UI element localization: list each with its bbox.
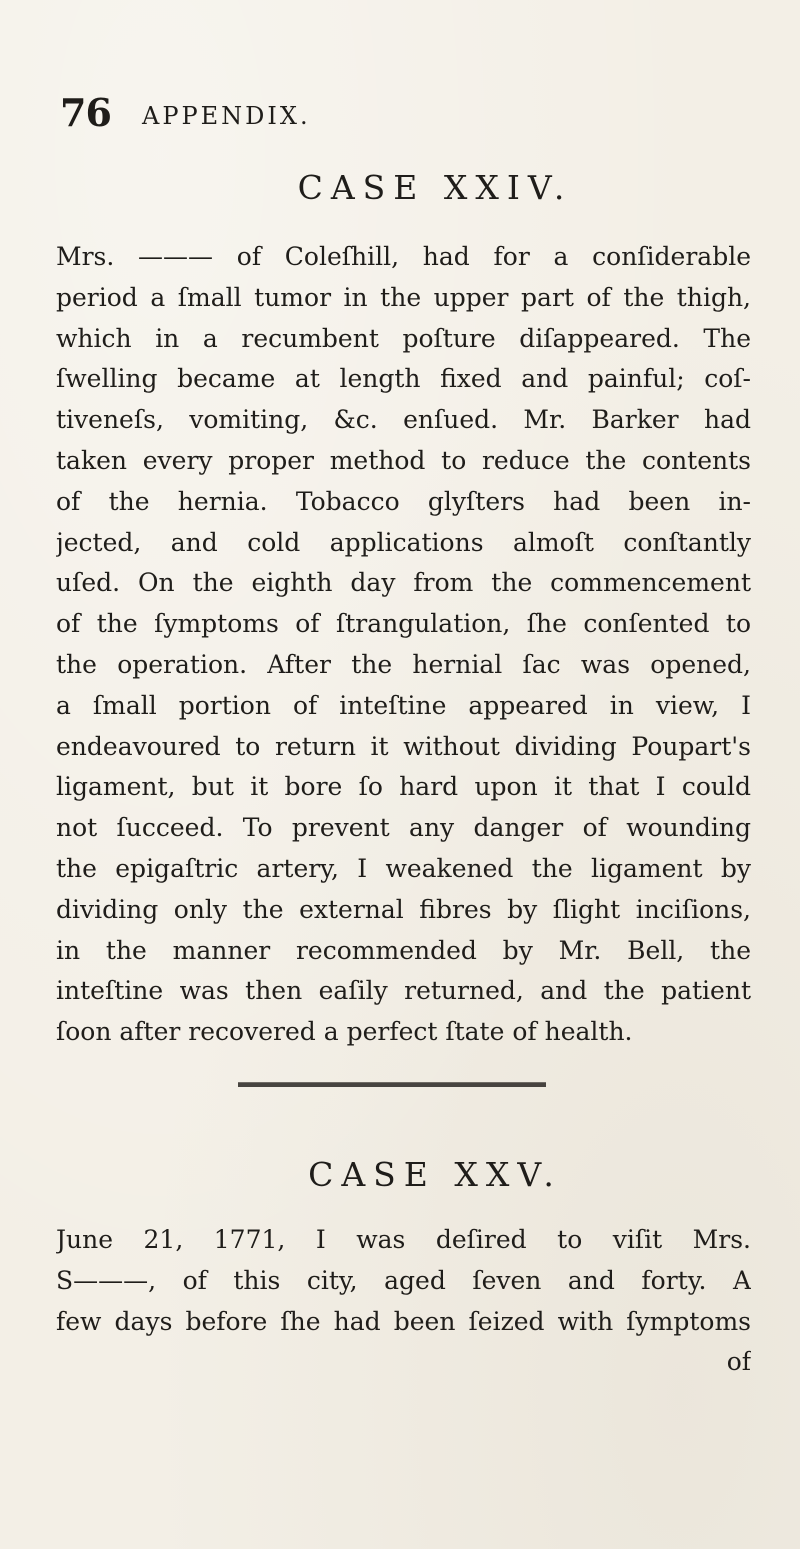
case-24-line: not ſucceed. To prevent any danger of wounding: [56, 813, 751, 843]
case-24-line: jected, and cold applications almoſt conſtantly: [56, 527, 751, 557]
case-24-line: ſoon after recovered a perfect ſtate of health.: [56, 1017, 633, 1047]
section-divider: [238, 1082, 546, 1087]
case-24-line: taken every proper method to reduce the contents: [56, 445, 751, 475]
case-24-line: ſwelling became at length fixed and painful; coſ-: [56, 364, 751, 394]
case-24-line: ligament, but it bore ſo hard upon it that I could: [56, 772, 751, 802]
case-24-line: inteſtine was then eaſily returned, and the patient: [56, 976, 751, 1006]
page-number: 76: [60, 90, 111, 135]
case-25-heading: CASE XXV.: [308, 1155, 562, 1194]
case-24-line: in the manner recommended by Mr. Bell, the: [56, 935, 751, 965]
case-24-line: a ſmall portion of inteſtine appeared in view, I: [56, 690, 751, 720]
case-24-line: period a ſmall tumor in the upper part of the thigh,: [56, 282, 751, 312]
case-24-line: which in a recumbent poſture diſappeared. The: [56, 323, 751, 353]
case-24-line: Mrs. ——— of Coleſhill, had for a conſiderable: [56, 242, 751, 271]
case-25-text: [56, 1220, 751, 1383]
case-24-text: [56, 237, 751, 1053]
case-24-line: dividing only the external fibres by ſlight inciſions,: [56, 894, 751, 924]
case-24-line: tiveneſs, vomiting, &c. enſued. Mr. Barker had: [56, 405, 751, 435]
case-24-line: endeavoured to return it without dividing Poupart's: [56, 731, 751, 761]
case-24-line: the operation. After the hernial ſac was opened,: [56, 649, 751, 679]
case-24-line: uſed. On the eighth day from the commencement: [56, 568, 751, 598]
case-24-line: the epigaſtric artery, I weakened the ligament by: [56, 853, 751, 883]
case-25-line: June 21, 1771, I was deſired to viſit Mrs.: [56, 1225, 751, 1254]
case-25-line: S———, of this city, aged ſeven and forty. A: [56, 1265, 751, 1295]
running-title: APPENDIX.: [142, 102, 311, 130]
case-24-line: of the hernia. Tobacco glyſters had been in-: [56, 486, 751, 516]
case-24-line: of the ſymptoms of ſtrangulation, ſhe conſented to: [56, 609, 751, 639]
case-25-line: few days before ſhe had been ſeized with ſymptoms: [56, 1306, 751, 1336]
catchword: of: [726, 1347, 751, 1377]
case-24-heading: CASE XXIV.: [297, 168, 573, 207]
running-head: [60, 90, 740, 140]
